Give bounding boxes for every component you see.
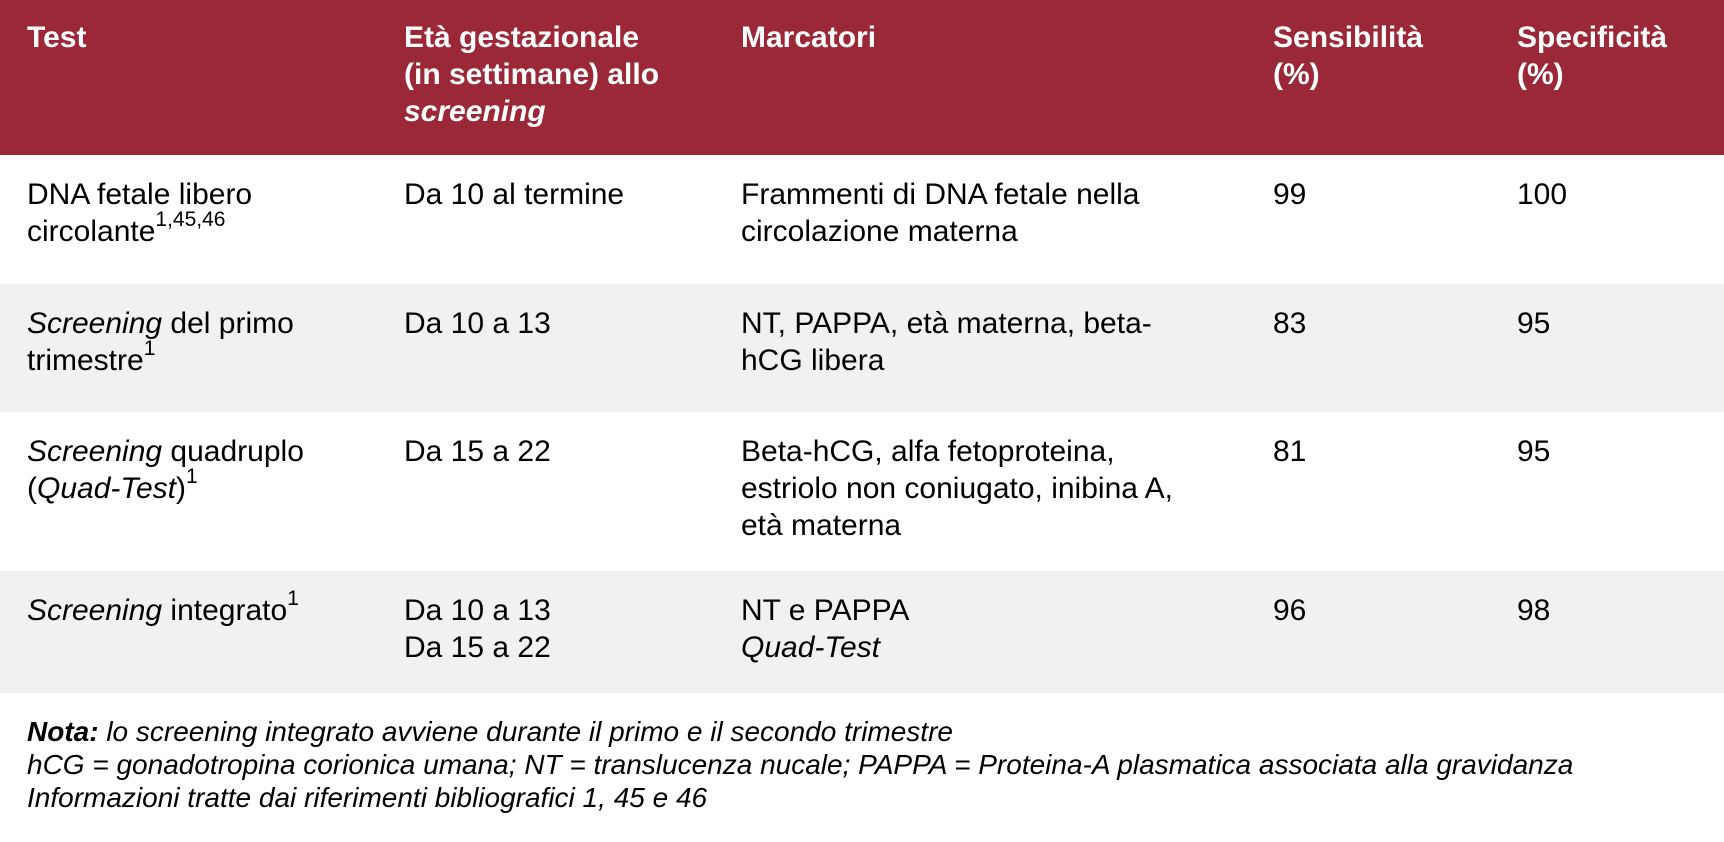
cell-eta [404,176,724,213]
cell-marcatori [741,433,1231,544]
marcatori-line2: estriolo non coniugato, inibina A, [741,472,1173,505]
cell-sensibilita [1273,592,1493,629]
reference-superscript: 1 [143,337,156,360]
cell-test [27,433,387,507]
paren-open: ( [27,472,37,505]
specificita-value: 98 [1517,594,1551,627]
marcatori-line2: Quad-Test [741,631,880,664]
header-spec-line2: (%) [1517,58,1564,91]
test-name-italic: Screening [27,307,163,340]
header-eta [404,19,724,130]
header-eta-line2: (in settimane) allo [404,58,660,91]
nota-text: lo screening integrato avviene durante il primo e il secondo trimestre [98,716,953,747]
cell-specificita [1517,433,1717,470]
test-name-italic: Screening [27,594,163,627]
abbreviations-line: hCG = gonadotropina corionica umana; NT = translucenza nucale; PAPPA = Proteina-A plasmatica associata alla gravidanza [27,749,1574,780]
quad-test-italic: Quad-Test [37,472,176,505]
reference-superscript: 1 [185,465,198,488]
cell-specificita [1517,176,1717,213]
test-name-line1: DNA fetale libero [27,178,253,211]
header-test [27,19,387,56]
eta-value-line2: Da 15 a 22 [404,631,551,664]
header-marcatori-label: Marcatori [741,21,877,54]
test-name-line2: trimestre [27,344,144,377]
test-name-line1: del primo [162,307,294,340]
cell-test [27,587,387,629]
source-line: Informazioni tratte dai riferimenti bibliografici 1, 45 e 46 [27,782,708,813]
header-eta-line3: screening [404,95,546,128]
nota-line [27,715,1573,748]
eta-value: Da 10 al termine [404,178,625,211]
specificita-value: 95 [1517,307,1551,340]
reference-superscript: 1 [287,587,299,610]
cell-test [27,176,387,250]
table-row [0,155,1724,284]
header-test-label: Test [27,21,87,54]
marcatori-line2: hCG libera [741,344,885,377]
test-name-line2: circolante [27,215,156,248]
cell-marcatori [741,305,1231,379]
marcatori-line1: NT e PAPPA [741,594,910,627]
test-name-italic: Screening [27,435,163,468]
specificita-value: 100 [1517,178,1568,211]
cell-marcatori [741,592,1231,666]
cell-eta [404,592,724,666]
eta-value: Da 10 a 13 [404,307,551,340]
marcatori-line3: età materna [741,509,902,542]
cell-test [27,305,387,379]
header-sens-line1: Sensibilità [1273,21,1424,54]
cell-sensibilita [1273,176,1493,213]
header-sensibilita [1273,19,1493,93]
header-sens-line2: (%) [1273,58,1320,91]
table-header-row [0,0,1724,155]
header-specificita [1517,19,1717,93]
sensibilita-value: 99 [1273,178,1307,211]
cell-marcatori [741,176,1231,250]
cell-sensibilita [1273,305,1493,342]
sensibilita-value: 81 [1273,435,1307,468]
header-marcatori [741,19,1231,56]
marcatori-line1: Frammenti di DNA fetale nella [741,178,1140,211]
cell-specificita [1517,305,1717,342]
eta-value-line1: Da 10 a 13 [404,594,551,627]
test-name-line1: quadruplo [162,435,304,468]
reference-superscript: 1,45,46 [155,208,226,231]
header-eta-line1: Età gestazionale [404,21,640,54]
specificita-value: 95 [1517,435,1551,468]
marcatori-line1: NT, PAPPA, età materna, beta- [741,307,1152,340]
table-row [0,412,1724,571]
eta-value: Da 15 a 22 [404,435,551,468]
header-spec-line1: Specificità [1517,21,1668,54]
marcatori-line2: circolazione materna [741,215,1018,248]
table-row [0,571,1724,693]
table-notes [27,715,1573,814]
paren-close: ) [175,472,186,505]
sensibilita-value: 96 [1273,594,1307,627]
marcatori-line1: Beta-hCG, alfa fetoproteina, [741,435,1115,468]
table-row [0,284,1724,412]
cell-eta [404,433,724,470]
cell-eta [404,305,724,342]
nota-label: Nota: [27,716,99,747]
cell-sensibilita [1273,433,1493,470]
cell-specificita [1517,592,1717,629]
test-name-line1: integrato [162,594,288,627]
sensibilita-value: 83 [1273,307,1307,340]
